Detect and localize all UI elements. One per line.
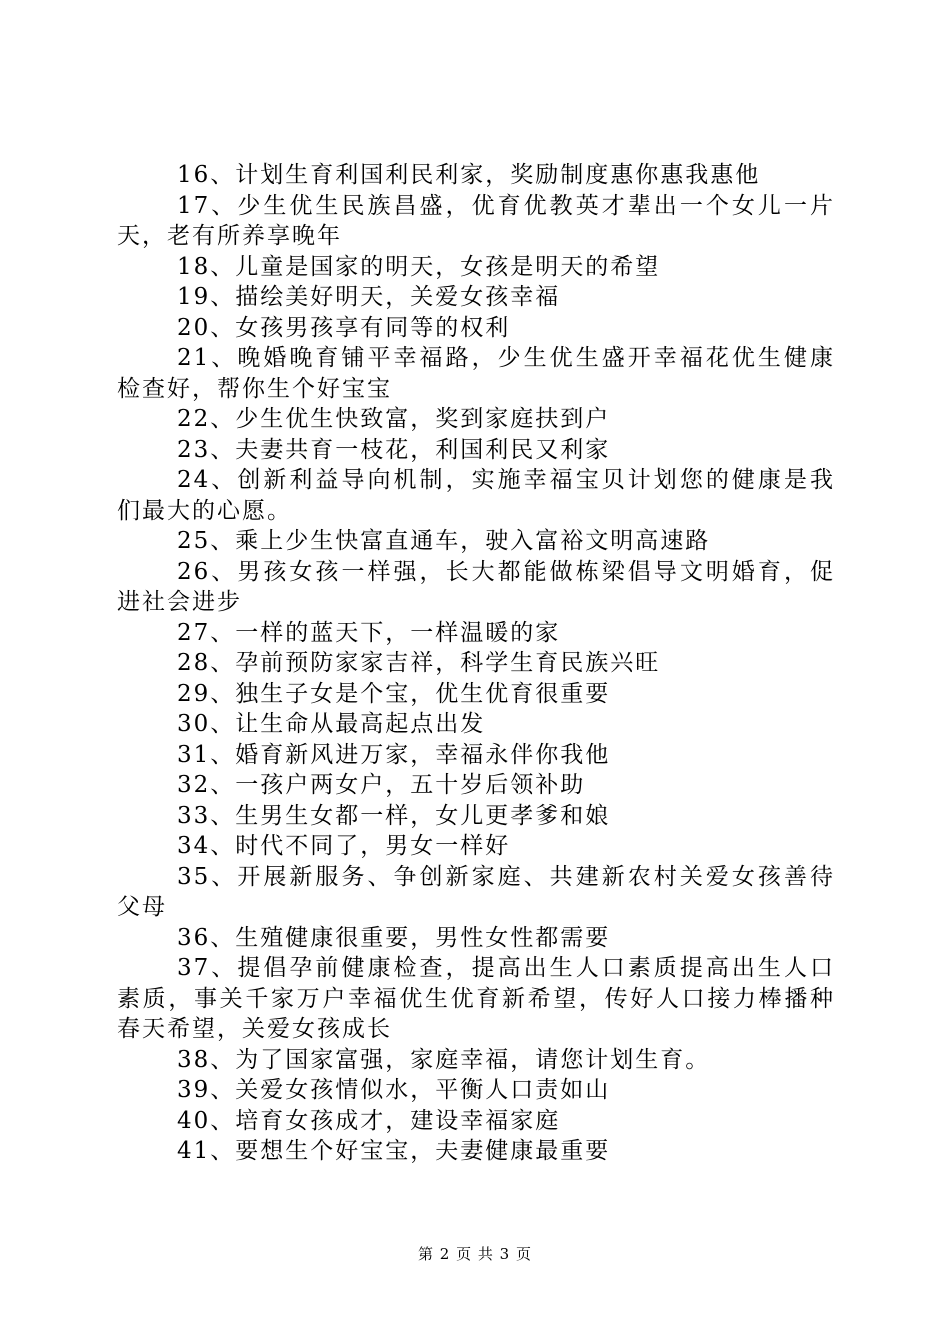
slogan-paragraph: 23、夫妻共育一枝花，利国利民又利家 xyxy=(177,436,611,463)
slogan-paragraph: 32、一孩户两女户，五十岁后领补助 xyxy=(177,772,586,798)
slogan-paragraph: 21、晚婚晚育铺平幸福路，少生优生盛开幸福花优生健康检查好，帮你生个好宝宝 xyxy=(117,345,835,402)
slogan-paragraph: 28、孕前预防家家吉祥，科学生育民族兴旺 xyxy=(177,650,661,676)
slogan-paragraph: 17、少生优生民族昌盛，优育优教英才辈出一个女儿一片天，老有所养享晚年 xyxy=(117,192,835,249)
slogan-paragraph: 25、乘上少生快富直通车，驶入富裕文明高速路 xyxy=(177,528,711,554)
slogan-paragraph: 16、计划生育利国利民利家，奖励制度惠你惠我惠他 xyxy=(177,162,761,188)
document-body xyxy=(117,160,835,1167)
slogan-paragraph: 31、婚育新风进万家，幸福永伴你我他 xyxy=(177,741,611,768)
slogan-paragraph: 39、关爱女孩情似水，平衡人口责如山 xyxy=(177,1077,611,1103)
slogan-paragraph: 20、女孩男孩享有同等的权利 xyxy=(177,314,511,341)
slogan-paragraph: 22、少生优生快致富，奖到家庭扶到户 xyxy=(177,406,611,432)
slogan-paragraph: 41、要想生个好宝宝，夫妻健康最重要 xyxy=(177,1138,611,1164)
slogan-paragraph: 26、男孩女孩一样强，长大都能做栋梁倡导文明婚育，促进社会进步 xyxy=(117,558,835,615)
slogan-paragraph: 24、创新利益导向机制，实施幸福宝贝计划您的健康是我们最大的心愿。 xyxy=(117,467,835,524)
slogan-paragraph: 36、生殖健康很重要，男性女性都需要 xyxy=(177,924,611,951)
page-number-footer: 第 2 页 共 3 页 xyxy=(418,1245,532,1263)
slogan-paragraph: 40、培育女孩成才，建设幸福家庭 xyxy=(177,1107,561,1134)
slogan-paragraph: 35、开展新服务、争创新家庭、共建新农村关爱女孩善待父母 xyxy=(117,863,835,920)
slogan-paragraph: 30、让生命从最高起点出发 xyxy=(177,711,486,737)
slogan-paragraph: 18、儿童是国家的明天，女孩是明天的希望 xyxy=(177,253,661,280)
slogan-paragraph: 19、描绘美好明天，关爱女孩幸福 xyxy=(177,284,561,310)
slogan-paragraph: 29、独生子女是个宝，优生优育很重要 xyxy=(177,680,611,707)
slogan-paragraph: 37、提倡孕前健康检查，提高出生人口素质提高出生人口素质，事关千家万户幸福优生优育新希望，传好人口接力棒播种春天希望，关爱女孩成长 xyxy=(117,955,835,1042)
slogan-paragraph: 38、为了国家富强，家庭幸福，请您计划生育。 xyxy=(177,1046,711,1073)
slogan-paragraph: 27、一样的蓝天下，一样温暖的家 xyxy=(177,619,561,646)
slogan-paragraph: 33、生男生女都一样，女儿更孝爹和娘 xyxy=(177,802,611,829)
slogan-paragraph: 34、时代不同了，男女一样好 xyxy=(177,833,511,859)
